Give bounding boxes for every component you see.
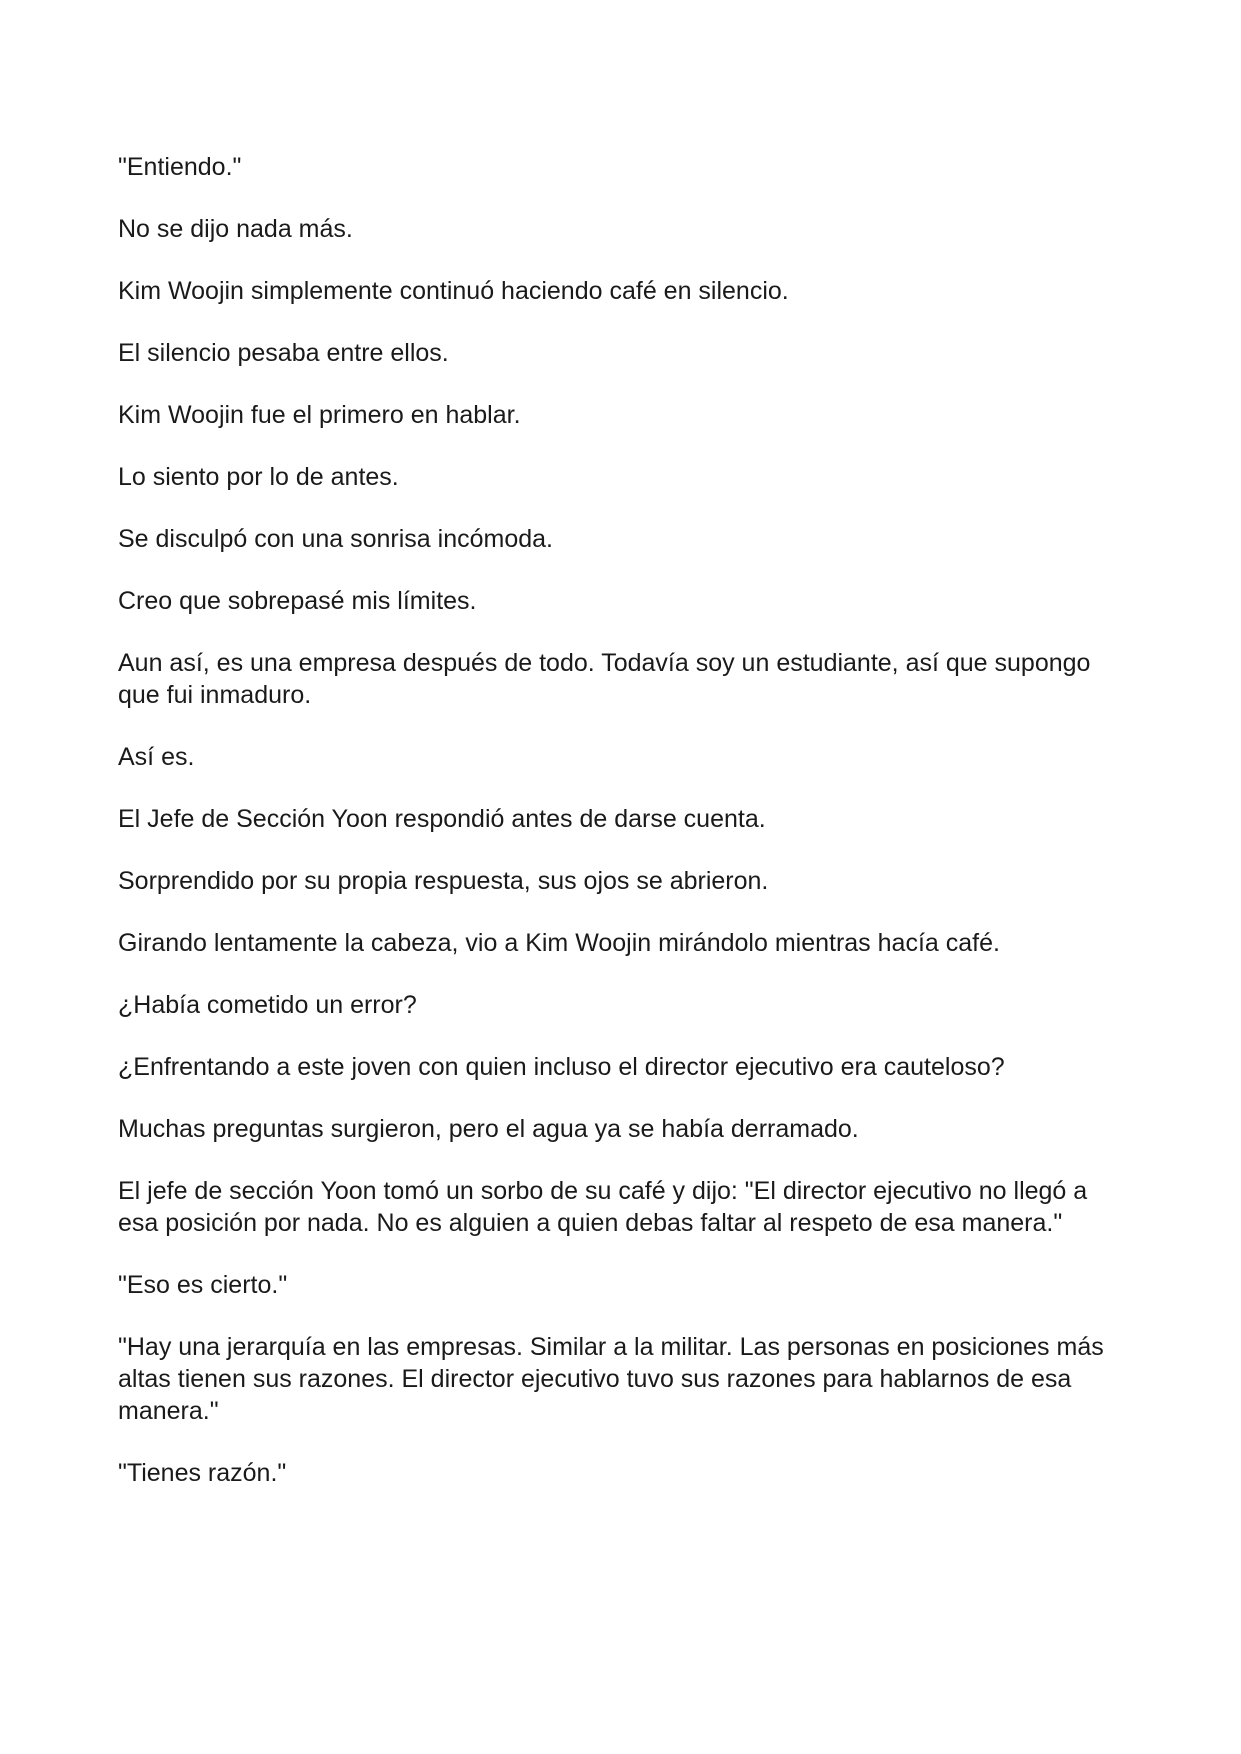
paragraph: ¿Había cometido un error? [118,991,417,1019]
document-body [118,151,1128,1519]
paragraph: El jefe de sección Yoon tomó un sorbo de su café y dijo: "El director ejecutivo no llegó a esa posición por nada. No es alguien a quien debas faltar al respeto de esa manera." [118,1177,1088,1237]
paragraph: "Tienes razón." [118,1459,287,1487]
paragraph: Muchas preguntas surgieron, pero el agua ya se había derramado. [118,1115,859,1143]
paragraph: El silencio pesaba entre ellos. [118,339,449,367]
paragraph: Así es. [118,743,195,771]
paragraph: "Eso es cierto." [118,1271,288,1299]
paragraph: Kim Woojin fue el primero en hablar. [118,401,521,429]
paragraph: ¿Enfrentando a este joven con quien incluso el director ejecutivo era cauteloso? [118,1053,1005,1081]
paragraph: Lo siento por lo de antes. [118,463,399,491]
paragraph: Girando lentamente la cabeza, vio a Kim Woojin mirándolo mientras hacía café. [118,929,1000,957]
paragraph: Aun así, es una empresa después de todo. Todavía soy un estudiante, así que supongo que fui inmaduro. [118,649,1091,709]
paragraph: Sorprendido por su propia respuesta, sus ojos se abrieron. [118,867,769,895]
paragraph: "Hay una jerarquía en las empresas. Similar a la militar. Las personas en posiciones más altas tienen sus razones. El director ejecutivo tuvo sus razones para hablarnos de esa manera." [118,1333,1104,1425]
paragraph: No se dijo nada más. [118,215,353,243]
paragraph: El Jefe de Sección Yoon respondió antes de darse cuenta. [118,805,766,833]
paragraph: "Entiendo." [118,153,242,181]
paragraph: Se disculpó con una sonrisa incómoda. [118,525,553,553]
paragraph: Creo que sobrepasé mis límites. [118,587,477,615]
paragraph: Kim Woojin simplemente continuó haciendo café en silencio. [118,277,789,305]
